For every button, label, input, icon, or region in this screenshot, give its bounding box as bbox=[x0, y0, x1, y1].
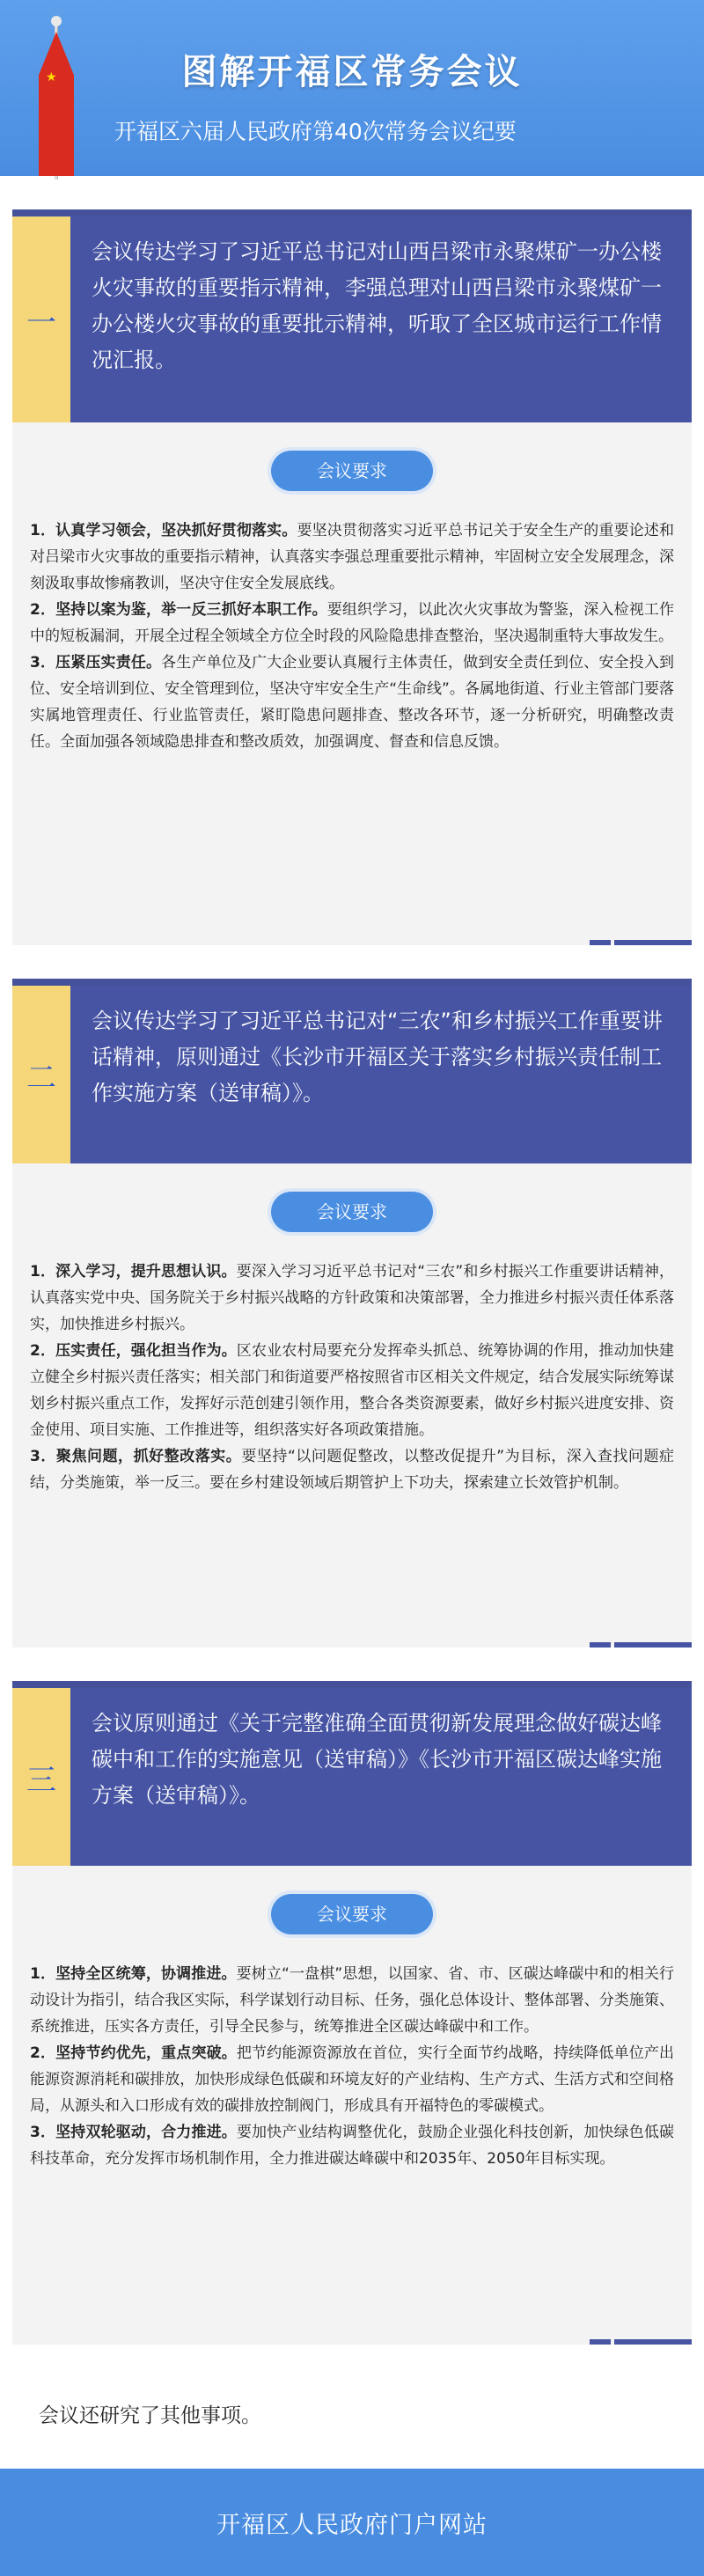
requirement-item bbox=[30, 1338, 674, 1443]
page-title: 图解开福区常务会议 bbox=[181, 51, 523, 92]
page-subtitle: 开福区六届人民政府第40次常务会议纪要 bbox=[114, 119, 517, 144]
section-body bbox=[30, 1259, 674, 1496]
section-body bbox=[30, 1961, 674, 2172]
section-number: 一 bbox=[12, 217, 70, 422]
requirement-title: 2．坚持以案为鉴，举一反三抓好本职工作。 bbox=[30, 601, 327, 619]
requirement-text: 要加快产业结构调整优化，鼓励企业强化科技创新，加快绿色低碳科技革命，充分发挥市场机制作用，全力推进碳达峰碳中和2035年、2050年目标实现。 bbox=[30, 2124, 675, 2168]
header-banner bbox=[0, 0, 704, 176]
section-top-strip bbox=[12, 209, 692, 217]
divider-decoration bbox=[590, 1642, 611, 1648]
requirement-title: 1．深入学习，提升思想认识。 bbox=[30, 1263, 237, 1281]
requirement-item bbox=[30, 517, 674, 597]
requirements-label: 会议要求 bbox=[271, 451, 433, 491]
divider-decoration bbox=[614, 2339, 692, 2345]
requirement-title: 2．坚持节约优先，重点突破。 bbox=[30, 2044, 237, 2062]
requirement-item bbox=[30, 2119, 674, 2172]
section-1 bbox=[12, 209, 692, 945]
divider-decoration bbox=[590, 940, 611, 945]
requirement-title: 1．坚持全区统筹，协调推进。 bbox=[30, 1965, 237, 1983]
requirement-item bbox=[30, 2040, 674, 2119]
requirement-item bbox=[30, 650, 674, 755]
requirement-item bbox=[30, 1961, 674, 2040]
section-heading: 会议传达学习了习近平总书记对山西吕梁市永聚煤矿一办公楼火灾事故的重要指示精神，李强总理对山西吕梁市永聚煤矿一办公楼火灾事故的重要批示精神，听取了全区城市运行工作情况汇报。 bbox=[70, 217, 692, 422]
flagpole-finial bbox=[51, 16, 62, 26]
section-number: 三 bbox=[12, 1688, 70, 1866]
section-number: 二 bbox=[12, 986, 70, 1163]
requirement-text: 各生产单位及广大企业要认真履行主体责任，做到安全责任到位、安全投入到位、安全培训到位、安全管理到位，坚决守牢安全生产“生命线”。各属地街道、行业主管部门要落实属地管理责任、行业监管责任，紧盯隐患问题排查、整改各环节，逐一分析研究，明确整改责任。全面加强各领域隐患排查和整改质效，加强调度、督查和信息反馈。 bbox=[30, 654, 674, 751]
section-3 bbox=[12, 1681, 692, 2345]
requirement-item bbox=[30, 1259, 674, 1338]
requirement-title: 3．坚持双轮驱动，合力推进。 bbox=[30, 2124, 237, 2141]
requirement-text: 要树立“一盘棋”思想，以国家、省、市、区碳达峰碳中和的相关行动设计为指引，结合我区实际，科学谋划行动目标、任务，强化总体设计、整体部署、分类施策、系统推进，压实各方责任，引导全民参与，统筹推进全区碳达峰碳中和工作。 bbox=[30, 1965, 674, 2036]
divider-decoration bbox=[590, 2339, 611, 2345]
requirement-text: 区农业农村局要充分发挥牵头抓总、统筹协调的作用，推动加快建立健全乡村振兴责任落实；相关部门和街道要严格按照省市区相关文件规定，结合发展实际统筹谋划乡村振兴重点工作，发挥好示范创建引领作用，整合各类资源要素，做好乡村振兴进度安排、资金使用、项目实施、工作推进等，组织落实好各项政策措施。 bbox=[30, 1342, 675, 1439]
section-top-strip bbox=[12, 1681, 692, 1688]
requirement-text: 要组织学习，以此次火灾事故为警鉴，深入检视工作中的短板漏洞，开展全过程全领域全方位全时段的风险隐患排查整治，坚决遏制重特大事故发生。 bbox=[30, 601, 675, 645]
requirement-text: 要深入学习习近平总书记对“三农”和乡村振兴工作重要讲话精神，认真落实党中央、国务院关于乡村振兴战略的方针政策和决策部署，全力推进乡村振兴责任体系落实，加快推进乡村振兴。 bbox=[30, 1263, 674, 1333]
requirement-text: 要坚持“以问题促整改，以整改促提升”为目标，深入查找问题症结，分类施策，举一反三。要在乡村建设领域后期管护上下功夫，探索建立长效管护机制。 bbox=[30, 1448, 674, 1492]
section-body bbox=[30, 517, 674, 755]
section-2 bbox=[12, 979, 692, 1648]
requirement-title: 3．压紧压实责任。 bbox=[30, 654, 162, 672]
closing-note: 会议还研究了其他事项。 bbox=[39, 2404, 261, 2427]
section-top-strip bbox=[12, 979, 692, 986]
section-heading: 会议传达学习了习近平总书记对“三农”和乡村振兴工作重要讲话精神，原则通过《长沙市开福区关于落实乡村振兴责任制工作实施方案（送审稿）》。 bbox=[70, 986, 692, 1163]
requirement-title: 1．认真学习领会，坚决抓好贯彻落实。 bbox=[30, 522, 297, 539]
requirement-title: 3．聚焦问题，抓好整改落实。 bbox=[30, 1448, 242, 1465]
requirement-item bbox=[30, 597, 674, 650]
requirement-item bbox=[30, 1443, 674, 1496]
divider-decoration bbox=[614, 940, 692, 945]
section-heading: 会议原则通过《关于完整准确全面贯彻新发展理念做好碳达峰碳中和工作的实施意见（送审稿）》《长沙市开福区碳达峰实施方案（送审稿）》。 bbox=[70, 1688, 692, 1866]
requirements-label: 会议要求 bbox=[271, 1894, 433, 1934]
requirement-text: 把节约能源资源放在首位，实行全面节约战略，持续降低单位产出能源资源消耗和碳排放，加快形成绿色低碳和环境友好的产业结构、生产方式、生活方式和空间格局，从源头和入口形成有效的碳排放控制阀门，形成具有开福特色的零碳模式。 bbox=[30, 2044, 675, 2115]
star-icon: ★ bbox=[46, 70, 57, 84]
requirement-title: 2．压实责任，强化担当作为。 bbox=[30, 1342, 237, 1360]
footer-site-name: 开福区人民政府门户网站 bbox=[0, 2469, 704, 2576]
requirement-text: 要坚决贯彻落实习近平总书记关于安全生产的重要论述和对吕梁市火灾事故的重要指示精神，认真落实李强总理重要批示精神，牢固树立安全发展理念，深刻汲取事故惨痛教训，坚决守住安全发展底线。 bbox=[30, 522, 675, 592]
requirements-label: 会议要求 bbox=[271, 1192, 433, 1232]
divider-decoration bbox=[614, 1642, 692, 1648]
